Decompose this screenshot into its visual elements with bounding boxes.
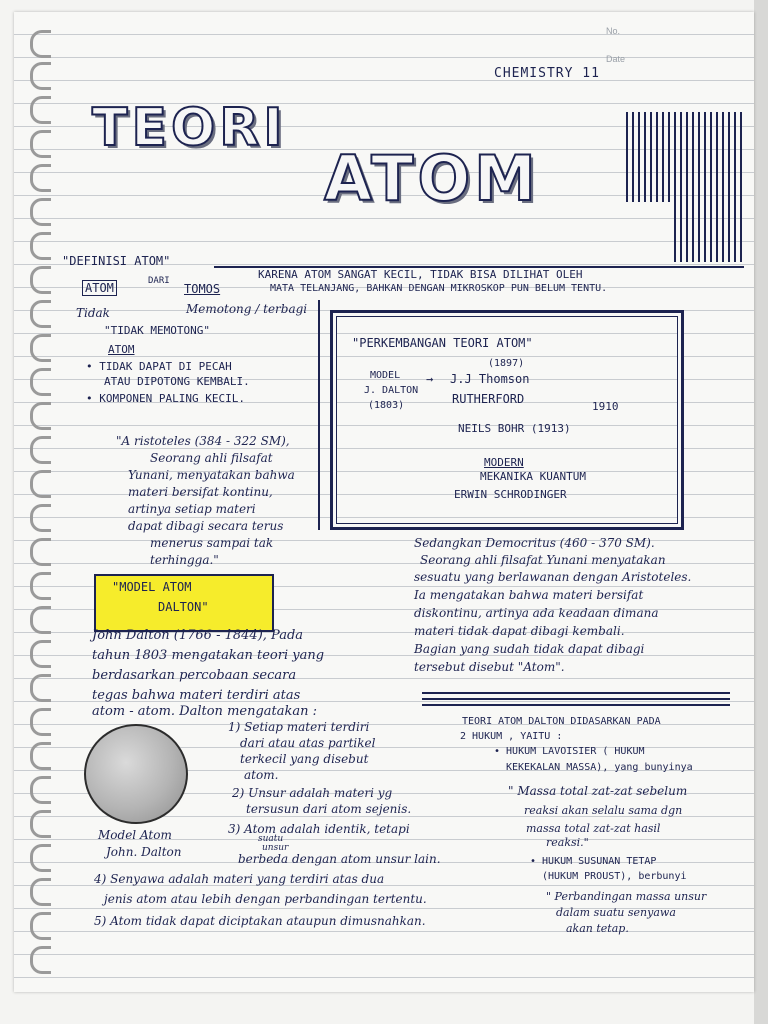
modern-label: MODERN <box>484 456 524 469</box>
perkembangan-heading: "PERKEMBANGAN TEORI ATOM" <box>352 336 533 350</box>
caption-model-atom: Model Atom <box>98 828 172 842</box>
text-line: dapat dibagi secara terus <box>128 519 284 533</box>
bohr-name: NEILS BOHR (1913) <box>458 422 571 435</box>
text-line: materi bersifat kontinu, <box>128 485 273 499</box>
quote-lavoisier-4: reaksi." <box>546 836 589 849</box>
tomos-word: TOMOS <box>184 282 221 296</box>
ring-icon <box>30 844 51 872</box>
ring-icon <box>30 232 51 260</box>
divider-line <box>422 704 730 706</box>
ring-icon <box>30 436 51 464</box>
hukum-lavoisier-1: • HUKUM LAVOISIER ( HUKUM <box>494 746 645 757</box>
text-line: suatu <box>258 834 284 844</box>
text-line: Seorang ahli filsafat <box>150 451 273 465</box>
text-line: 4) Senyawa adalah materi yang terdiri atas dua <box>94 872 385 886</box>
divider-line <box>422 692 730 694</box>
ring-icon <box>30 62 51 90</box>
ring-icon <box>30 130 51 158</box>
hukum-heading-1: TEORI ATOM DALTON DIDASARKAN PADA <box>462 716 661 727</box>
quote-proust-3: akan tetap. <box>566 922 629 935</box>
atom-word: ATOM <box>82 280 117 296</box>
column-divider <box>318 300 320 530</box>
ring-icon <box>30 334 51 362</box>
hukum-heading-2: 2 HUKUM , YAITU : <box>460 731 563 742</box>
text-line: dari atau atas partikel <box>240 736 376 750</box>
erwin-label: ERWIN SCHRODINGER <box>454 488 567 501</box>
text-line: terkecil yang disebut <box>240 752 369 766</box>
ring-icon <box>30 912 51 940</box>
page-title-teori: TEORI <box>92 98 287 158</box>
text-line: Bagian yang sudah tidak dapat dibagi <box>414 642 645 656</box>
memotong-word: Memotong / terbagi <box>186 302 308 316</box>
text-line: Sedangkan Democritus (460 - 370 SM). <box>414 536 655 550</box>
text-line: tersebut disebut "Atom". <box>414 660 565 674</box>
hukum-proust-2: (HUKUM PROUST), berbunyi <box>542 871 687 882</box>
ring-icon <box>30 402 51 430</box>
quote-proust-2: dalam suatu senyawa <box>556 906 676 919</box>
dalton-year: (1803) <box>368 400 405 411</box>
text-line: materi tidak dapat dibagi kembali. <box>414 624 625 638</box>
text-line: artinya setiap materi <box>128 502 256 516</box>
arrow-right-icon: → <box>426 372 434 386</box>
page-edge <box>754 0 768 1024</box>
bullet-komponen: • KOMPONEN PALING KECIL. <box>86 392 245 405</box>
text-line: Yunani, menyatakan bahwa <box>128 468 295 482</box>
text-line: jenis atom atau lebih dengan perbandingan tertentu. <box>104 892 427 906</box>
text-line: atom - atom. Dalton mengatakan : <box>92 704 318 719</box>
quote-lavoisier-3: massa total zat-zat hasil <box>526 822 661 835</box>
text-line: atom. <box>244 768 279 782</box>
ring-icon <box>30 538 51 566</box>
quote-tidak-memotong: "TIDAK MEMOTONG" <box>104 324 210 337</box>
definition-note-1: KARENA ATOM SANGAT KECIL, TIDAK BISA DILIHAT OLEH <box>258 268 583 281</box>
dalton-name: J. DALTON <box>364 385 419 396</box>
text-line: "A ristoteles (384 - 322 SM), <box>116 434 290 448</box>
text-line: John Dalton (1766 - 1844), Pada <box>92 628 304 643</box>
ring-icon <box>30 742 51 770</box>
ring-icon <box>30 572 51 600</box>
dalton-atom-sphere <box>84 724 188 824</box>
bullet-pecah-2: ATAU DIPOTONG KEMBALI. <box>104 375 250 388</box>
subject-label: CHEMISTRY 11 <box>494 66 600 81</box>
quote-lavoisier-1: " Massa total zat-zat sebelum <box>508 784 688 798</box>
ring-icon <box>30 368 51 396</box>
text-line: 2) Unsur adalah materi yg <box>232 786 393 800</box>
dari-word: DARI <box>148 276 170 286</box>
ring-icon <box>30 946 51 974</box>
bullet-pecah-1: • TIDAK DAPAT DI PECAH <box>86 360 232 373</box>
text-line: unsur <box>262 843 289 853</box>
definition-note-2: MATA TELANJANG, BAHKAN DENGAN MIKROSKOP PUN BELUM TENTU. <box>270 283 608 294</box>
ring-icon <box>30 504 51 532</box>
text-line: sesuatu yang berlawanan dengan Aristoteles. <box>414 570 692 584</box>
text-line: menerus sampai tak <box>150 536 274 550</box>
definition-heading: "DEFINISI ATOM" <box>62 254 171 268</box>
ring-icon <box>30 300 51 328</box>
ring-icon <box>30 30 51 58</box>
ring-icon <box>30 164 51 192</box>
model-dalton-label-2: DALTON" <box>158 600 209 614</box>
ring-icon <box>30 198 51 226</box>
thomson-year: (1897) <box>488 358 525 369</box>
dalton-model-label: MODEL <box>370 370 401 381</box>
text-line: terhingga." <box>150 553 219 567</box>
ring-icon <box>30 96 51 124</box>
no-label: No. <box>606 26 621 36</box>
ring-icon <box>30 640 51 668</box>
rutherford-name: RUTHERFORD <box>452 392 525 406</box>
ring-icon <box>30 266 51 294</box>
text-line: 1) Setiap materi terdiri <box>228 720 370 734</box>
text-line: berdasarkan percobaan secara <box>92 668 297 683</box>
ring-icon <box>30 708 51 736</box>
ring-icon <box>30 776 51 804</box>
quote-proust-1: " Perbandingan massa unsur <box>546 890 707 903</box>
thomson-name: J.J Thomson <box>450 372 530 386</box>
text-line: 5) Atom tidak dapat diciptakan ataupun dimusnahkan. <box>94 914 426 928</box>
ring-icon <box>30 606 51 634</box>
ring-icon <box>30 674 51 702</box>
page-title-atom: ATOM <box>324 142 540 215</box>
quote-lavoisier-2: reaksi akan selalu sama dgn <box>524 804 683 817</box>
hukum-lavoisier-2: KEKEKALAN MASSA), yang bunyinya <box>506 762 693 773</box>
ring-icon <box>30 810 51 838</box>
rutherford-year: 1910 <box>592 400 619 413</box>
text-line: Seorang ahli filsafat Yunani menyatakan <box>420 553 666 567</box>
caption-john-dalton: John. Dalton <box>106 845 182 859</box>
text-line: tersusun dari atom sejenis. <box>246 802 412 816</box>
hukum-proust-1: • HUKUM SUSUNAN TETAP <box>530 856 657 867</box>
text-line: 3) Atom adalah identik, tetapi <box>228 822 410 836</box>
text-line: diskontinu, artinya ada keadaan dimana <box>414 606 659 620</box>
text-line: tahun 1803 mengatakan teori yang <box>92 648 325 663</box>
divider-line <box>422 698 730 700</box>
text-line: tegas bahwa materi terdiri atas <box>92 688 301 703</box>
text-line: berbeda dengan atom unsur lain. <box>238 852 441 866</box>
atom-word-2: ATOM <box>108 343 135 356</box>
text-line: Ia mengatakan bahwa materi bersifat <box>414 588 644 602</box>
ring-icon <box>30 470 51 498</box>
tidak-word: Tidak <box>76 306 110 320</box>
model-dalton-label-1: "MODEL ATOM <box>112 580 192 594</box>
ring-icon <box>30 878 51 906</box>
mekanika-label: MEKANIKA KUANTUM <box>480 470 586 483</box>
date-label: Date <box>606 54 626 64</box>
